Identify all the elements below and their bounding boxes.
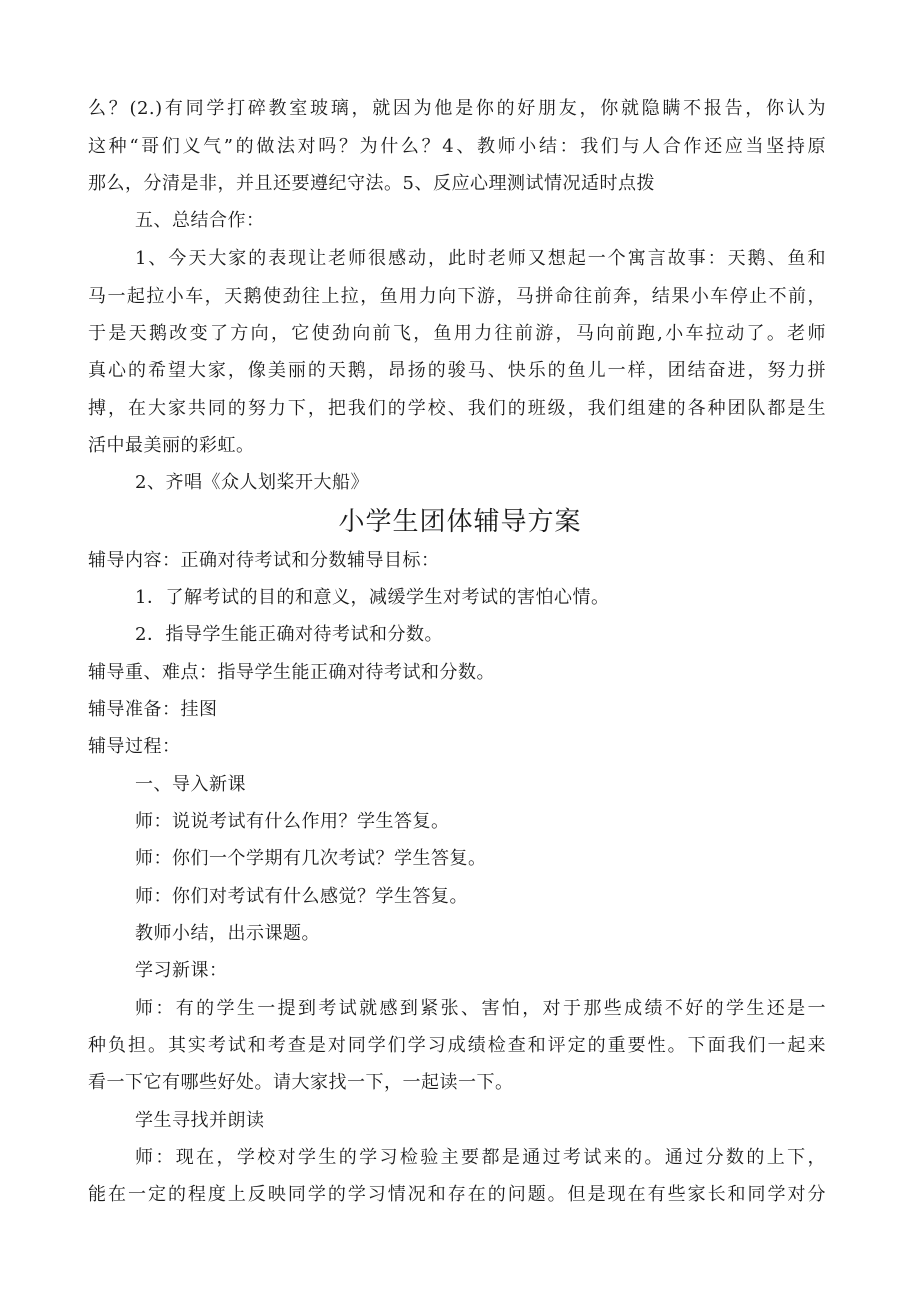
text-line: 师：你们一个学期有几次考试？学生答复。: [135, 848, 487, 869]
text-line: 师：现在，学校对学生的学习检验主要都是通过考试来的。通过分数的上下，: [135, 1147, 826, 1168]
text-line: 活中最美丽的彩虹。: [88, 435, 255, 456]
text-line: 辅导准备：挂图: [88, 699, 218, 720]
text-line: 种负担。其实考试和考查是对同学们学习成绩检查和评定的重要性。下面我们一起来: [88, 1035, 826, 1056]
text-line: 看一下它有哪些好处。请大家找一下，一起读一下。: [88, 1072, 514, 1093]
text-line: 辅导过程：: [88, 736, 181, 757]
section-heading: 一、导入新课: [135, 774, 246, 795]
text-line: 学生寻找并朗读: [135, 1110, 265, 1131]
text-line: 教师小结，出示课题。: [135, 923, 320, 944]
text-line: 1、今天大家的表现让老师很感动，此时老师又想起一个寓言故事：天鹅、鱼和: [135, 248, 826, 269]
page-title: 小学生团体辅导方案: [338, 507, 582, 537]
text-line: 那么，分清是非，并且还要遵纪守法。5、反应心理测试情况适时点拨: [88, 173, 655, 194]
section-heading: 五、总结合作：: [135, 210, 265, 231]
text-line: 师：有的学生一提到考试就感到紧张、害怕，对于那些成绩不好的学生还是一: [135, 998, 826, 1019]
list-item: 2、齐唱《众人划桨开大船》: [135, 472, 369, 493]
list-item: 2．指导学生能正确对待考试和分数。: [135, 624, 443, 645]
section-heading: 学习新课：: [135, 960, 228, 981]
text-line: 能在一定的程度上反映同学的学习情况和存在的问题。但是现在有些家长和同学对分: [88, 1184, 826, 1205]
list-item: 1．了解考试的目的和意义，减缓学生对考试的害怕心情。: [135, 587, 610, 608]
text-line: 师：说说考试有什么作用？学生答复。: [135, 811, 450, 832]
text-line: 这种“哥们义气”的做法对吗？为什么？4、教师小结：我们与人合作还应当坚持原: [88, 136, 826, 157]
text-line: 马一起拉小车，天鹅使劲往上拉，鱼用力向下游，马拼命往前奔，结果小车停止不前，: [88, 286, 826, 307]
text-line: 于是天鹅改变了方向，它使劲向前飞，鱼用力往前游，马向前跑,小车拉动了。老师: [88, 323, 826, 344]
text-line: 真心的希望大家，像美丽的天鹅，昂扬的骏马、快乐的鱼儿一样，团结奋进，努力拼: [88, 360, 826, 381]
text-line: 么？(2.)有同学打碎教室玻璃，就因为他是你的好朋友，你就隐瞒不报告，你认为: [88, 98, 826, 119]
text-line: 搏，在大家共同的努力下，把我们的学校、我们的班级，我们组建的各种团队都是生: [88, 398, 826, 419]
text-line: 辅导重、难点：指导学生能正确对待考试和分数。: [88, 662, 495, 683]
text-line: 师：你们对考试有什么感觉？学生答复。: [135, 886, 468, 907]
text-line: 辅导内容：正确对待考试和分数辅导目标：: [88, 550, 440, 571]
